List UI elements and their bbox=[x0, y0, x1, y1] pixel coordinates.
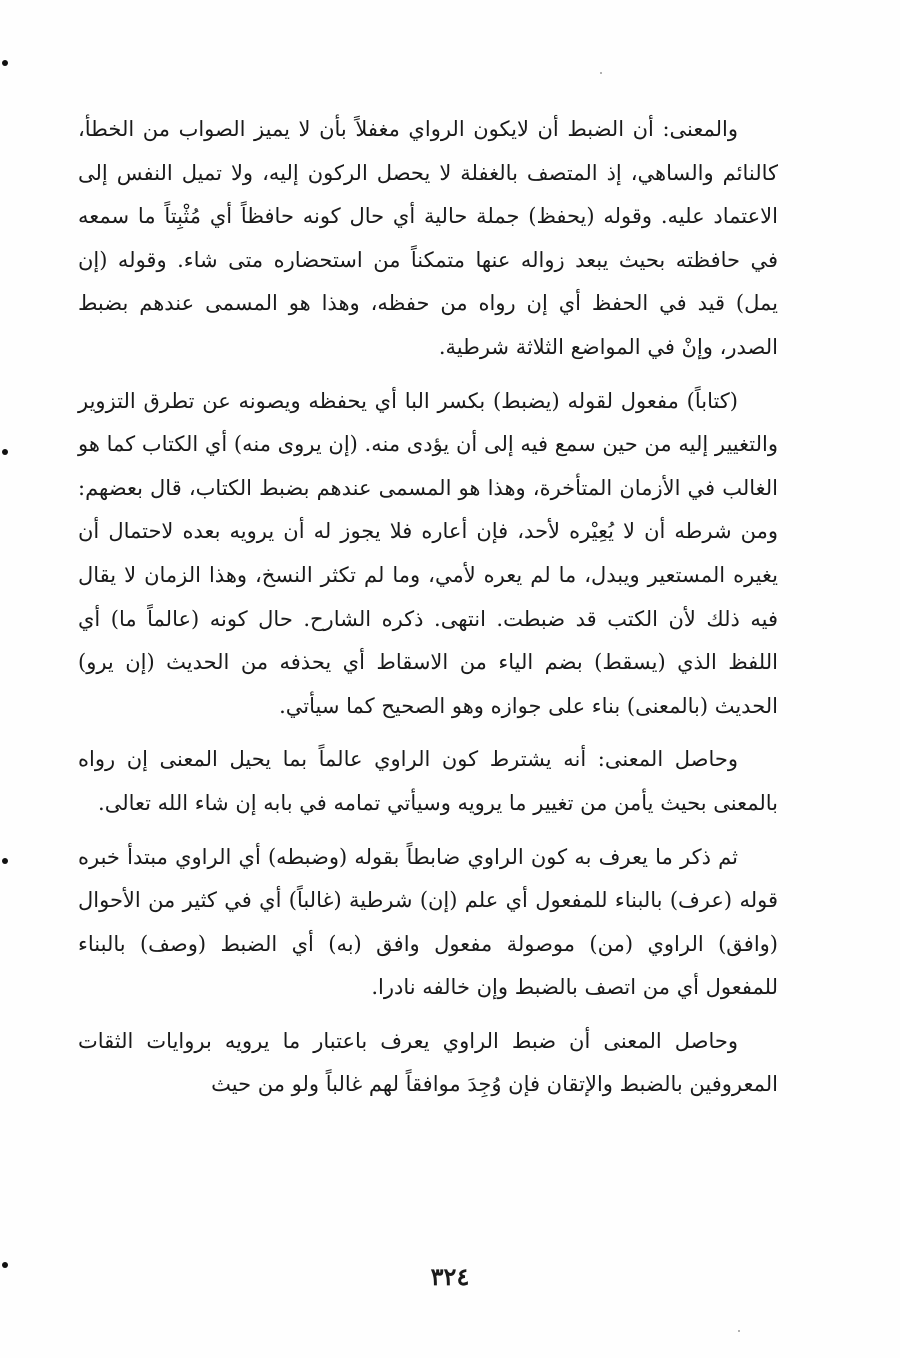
body-text bbox=[78, 108, 778, 1107]
page-number: ٣٢٤ bbox=[430, 1262, 470, 1291]
paragraph: ثم ذكر ما يعرف به كون الراوي ضابطاً بقوله (وضبطه) أي الراوي مبتدأ خبره قوله (عرف) بالبناء للمفعول أي علم (إن) شرطية (غالباً) أي في كثير من الأحوال (وافق) الراوي (من) موصولة مفعول وافق (به) أي الضبط (وصف) بالبناء للمفعول أي من اتصف بالضبط وإن خالفه نادرا. bbox=[78, 844, 778, 1000]
paragraph: (كتاباً) مفعول لقوله (يضبط) بكسر البا أي يحفظه ويصونه عن تطرق التزوير والتغيير إليه من حين سمع فيه إلى أن يؤدى منه. (إن يروى منه) أي الكتاب كما هو الغالب في الأزمان المتأخرة، وهذا هو المسمى عندهم بضبط الكتاب، قال بعضهم: ومن شرطه أن لا يُعِيْره لأحد، فإن أعاره فلا يجوز له أن يرويه بعده لاحتمال أن يغيره المستعير ويبدل، ما لم يعره لأمي، وما لم تكثر النسخ، وهذا الزمان لا يقال فيه ذلك لأن الكتب قد ضبطت. انتهى. ذكره الشارح. حال كونه (عالماً ما) أي اللفظ الذي (يسقط) بضم الياء من الاسقاط أي يحذفه من الحديث (إن يرو) الحديث (بالمعنى) بناء على جوازه وهو الصحيح كما سيأتي. bbox=[78, 388, 779, 718]
paragraph: والمعنى: أن الضبط أن لايكون الرواي مغفلاً بأن لا يميز الصواب من الخطأ، كالنائم والساهي، إذ المتصف بالغفلة لا يحصل الركون إليه، ولا تميل النفس إلى الاعتماد عليه. وقوله (يحفظ) جملة حالية أي حال كونه حافظاً أي مُثْبِتاً ما سمعه في حافظته بحيث يبعد زواله عنها متمكناً من استحضاره متى شاء. وقوله (إن يمل) قيد في الحفظ أي إن رواه من حفظه، وهذا هو المسمى عندهم بضبط الصدر، وإنْ في المواضع الثلاثة شرطية. bbox=[78, 117, 778, 359]
margin-mark bbox=[2, 449, 8, 455]
paragraph: وحاصل المعنى أن ضبط الراوي يعرف باعتبار ما يرويه بروايات الثقات المعروفين بالضبط والإتقان فإن وُجِدَ موافقاً لهم غالباً ولو من حيث bbox=[78, 1028, 778, 1097]
scan-speck bbox=[600, 72, 602, 74]
paragraph: وحاصل المعنى: أنه يشترط كون الراوي عالماً بما يحيل المعنى إن رواه بالمعنى بحيث يأمن من تغيير ما يرويه وسيأتي تمامه في بابه إن شاء الله تعالى. bbox=[78, 747, 778, 815]
scan-speck bbox=[738, 1330, 740, 1332]
margin-mark bbox=[2, 858, 8, 864]
margin-mark bbox=[2, 60, 8, 66]
